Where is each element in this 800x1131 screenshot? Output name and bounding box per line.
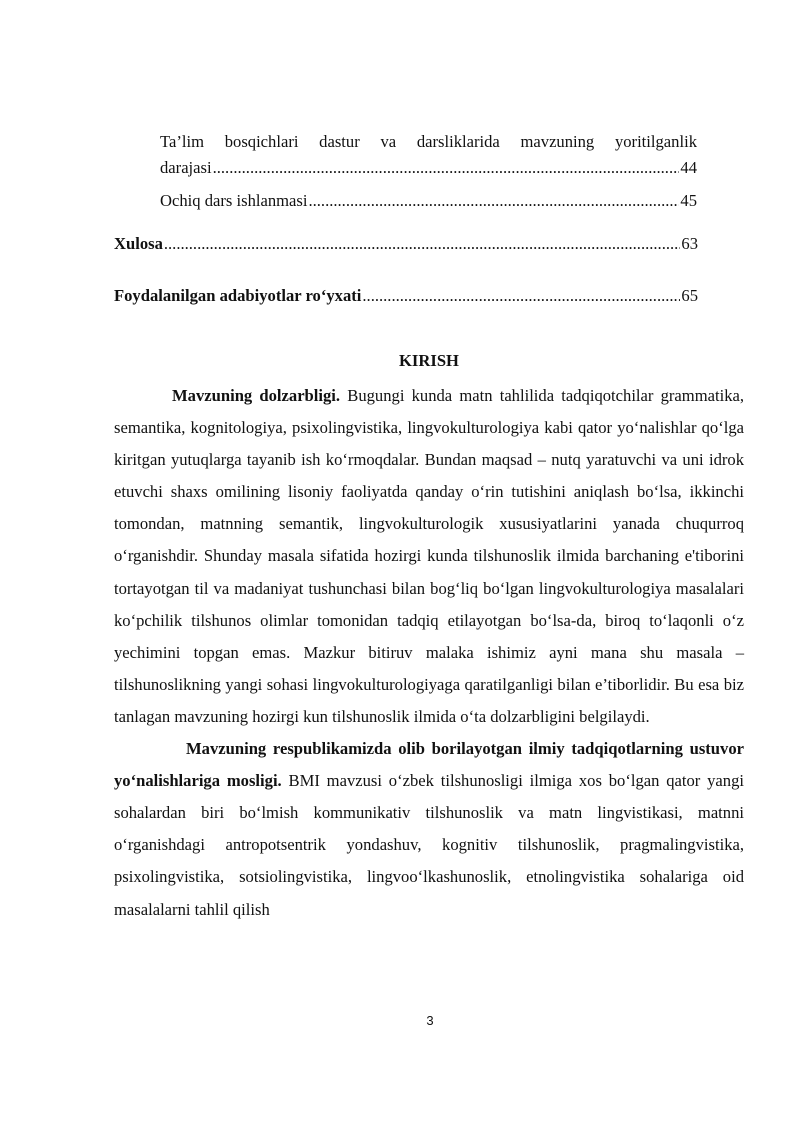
toc-page-number: 63 [681,234,698,253]
toc-entry-title: Ochiq dars ishlanmasi [160,191,308,210]
toc-page-number: 65 [681,286,698,305]
page-number: 3 [426,1013,434,1028]
paragraph-lead: Mavzuning respublikamizda olib borilayotgan ilmiy tadqiqotlarning ustuvor yo‘nalishlariga mosligi. [114,739,744,791]
paragraph-body: BMI mavzusi o‘zbek tilshunosligi ilmiga xos bo‘lgan qator yangi sohalardan biri bo‘lmish kommunikativ tilshunoslik va matn lingvistikasi, matnni o‘rganishdagi antropotsentrik yondashuv, kognitiv tilshunoslik, pragmalingvistika, psixolingvistika, sotsiolingvistika, lingvoo‘lkashunoslik, etnolingvistika sohalariga oid masalalarni tahlil qilish [114,771,744,919]
paragraph-lead: Mavzuning dolzarbligi. [172,386,341,405]
section-heading: KIRISH [399,351,459,370]
toc-entry-xulosa[interactable] [114,231,698,257]
toc-entry-title-line2: darajasi [160,158,212,177]
toc-page-number: 45 [680,191,697,210]
toc-leader-dots [308,188,679,214]
toc-entry-title: Xulosa [114,234,163,253]
toc-entry-title-line1: Ta’lim bosqichlari dastur va darsliklarida mavzuning yoritilganlik [160,132,697,151]
paragraph-mosligi [114,733,744,926]
toc-leader-dots [213,155,680,181]
paragraph-dolzarbligi [114,380,744,733]
toc-entry-adabiyotlar[interactable] [114,283,698,309]
body-text [114,380,744,926]
toc-entry-talim-bosqichlari[interactable] [160,129,697,181]
toc-leader-dots [164,231,681,257]
toc-entry-ochiq-dars[interactable] [160,188,697,214]
toc-entry-title: Foydalanilgan adabiyotlar ro‘yxati [114,286,362,305]
paragraph-body: Bugungi kunda matn tahlilida tadqiqotchilar grammatika, semantika, kognitologiya, psixolingvistika, lingvokulturologiya kabi qator yo‘nalishlar qo‘lga kiritgan yutuqlarga tayanib ish ko‘rmoqdalar. Bundan maqsad – nutq yaratuvchi va uni idrok etuvchi shaxs omilining lisoniy faoliyatda qanday o‘rin tutishini aniqlash bo‘lsa, ikkinchi tomondan, matnning semantik, lingvokulturologik xususiyatlarini yanada chuqurroq o‘rganishdir. Shunday masala sifatida hozirgi kunda tilshunoslik ilmida barchaning e'tiborini tortayotgan til va madaniyat tushunchasi bilan bog‘liq bo‘lgan lingvokulturologiya masalalari ko‘pchilik tilshunos olimlar tomonidan tadqiq etilayotgan bo‘lsa-da, biroq to‘laqonli o‘z yechimini topgan emas. Mazkur bitiruv malaka ishimiz ayni mana shu masala – tilshunoslikning yangi sohasi lingvokulturologiyaga qaratilganligi bilan e’tiborlidir. Bu esa biz tanlagan mavzuning hozirgi kun tilshunoslik ilmida o‘ta dolzarbligini belgilaydi. [114,386,745,726]
toc-leader-dots [362,283,680,309]
toc-page-number: 44 [680,158,697,177]
